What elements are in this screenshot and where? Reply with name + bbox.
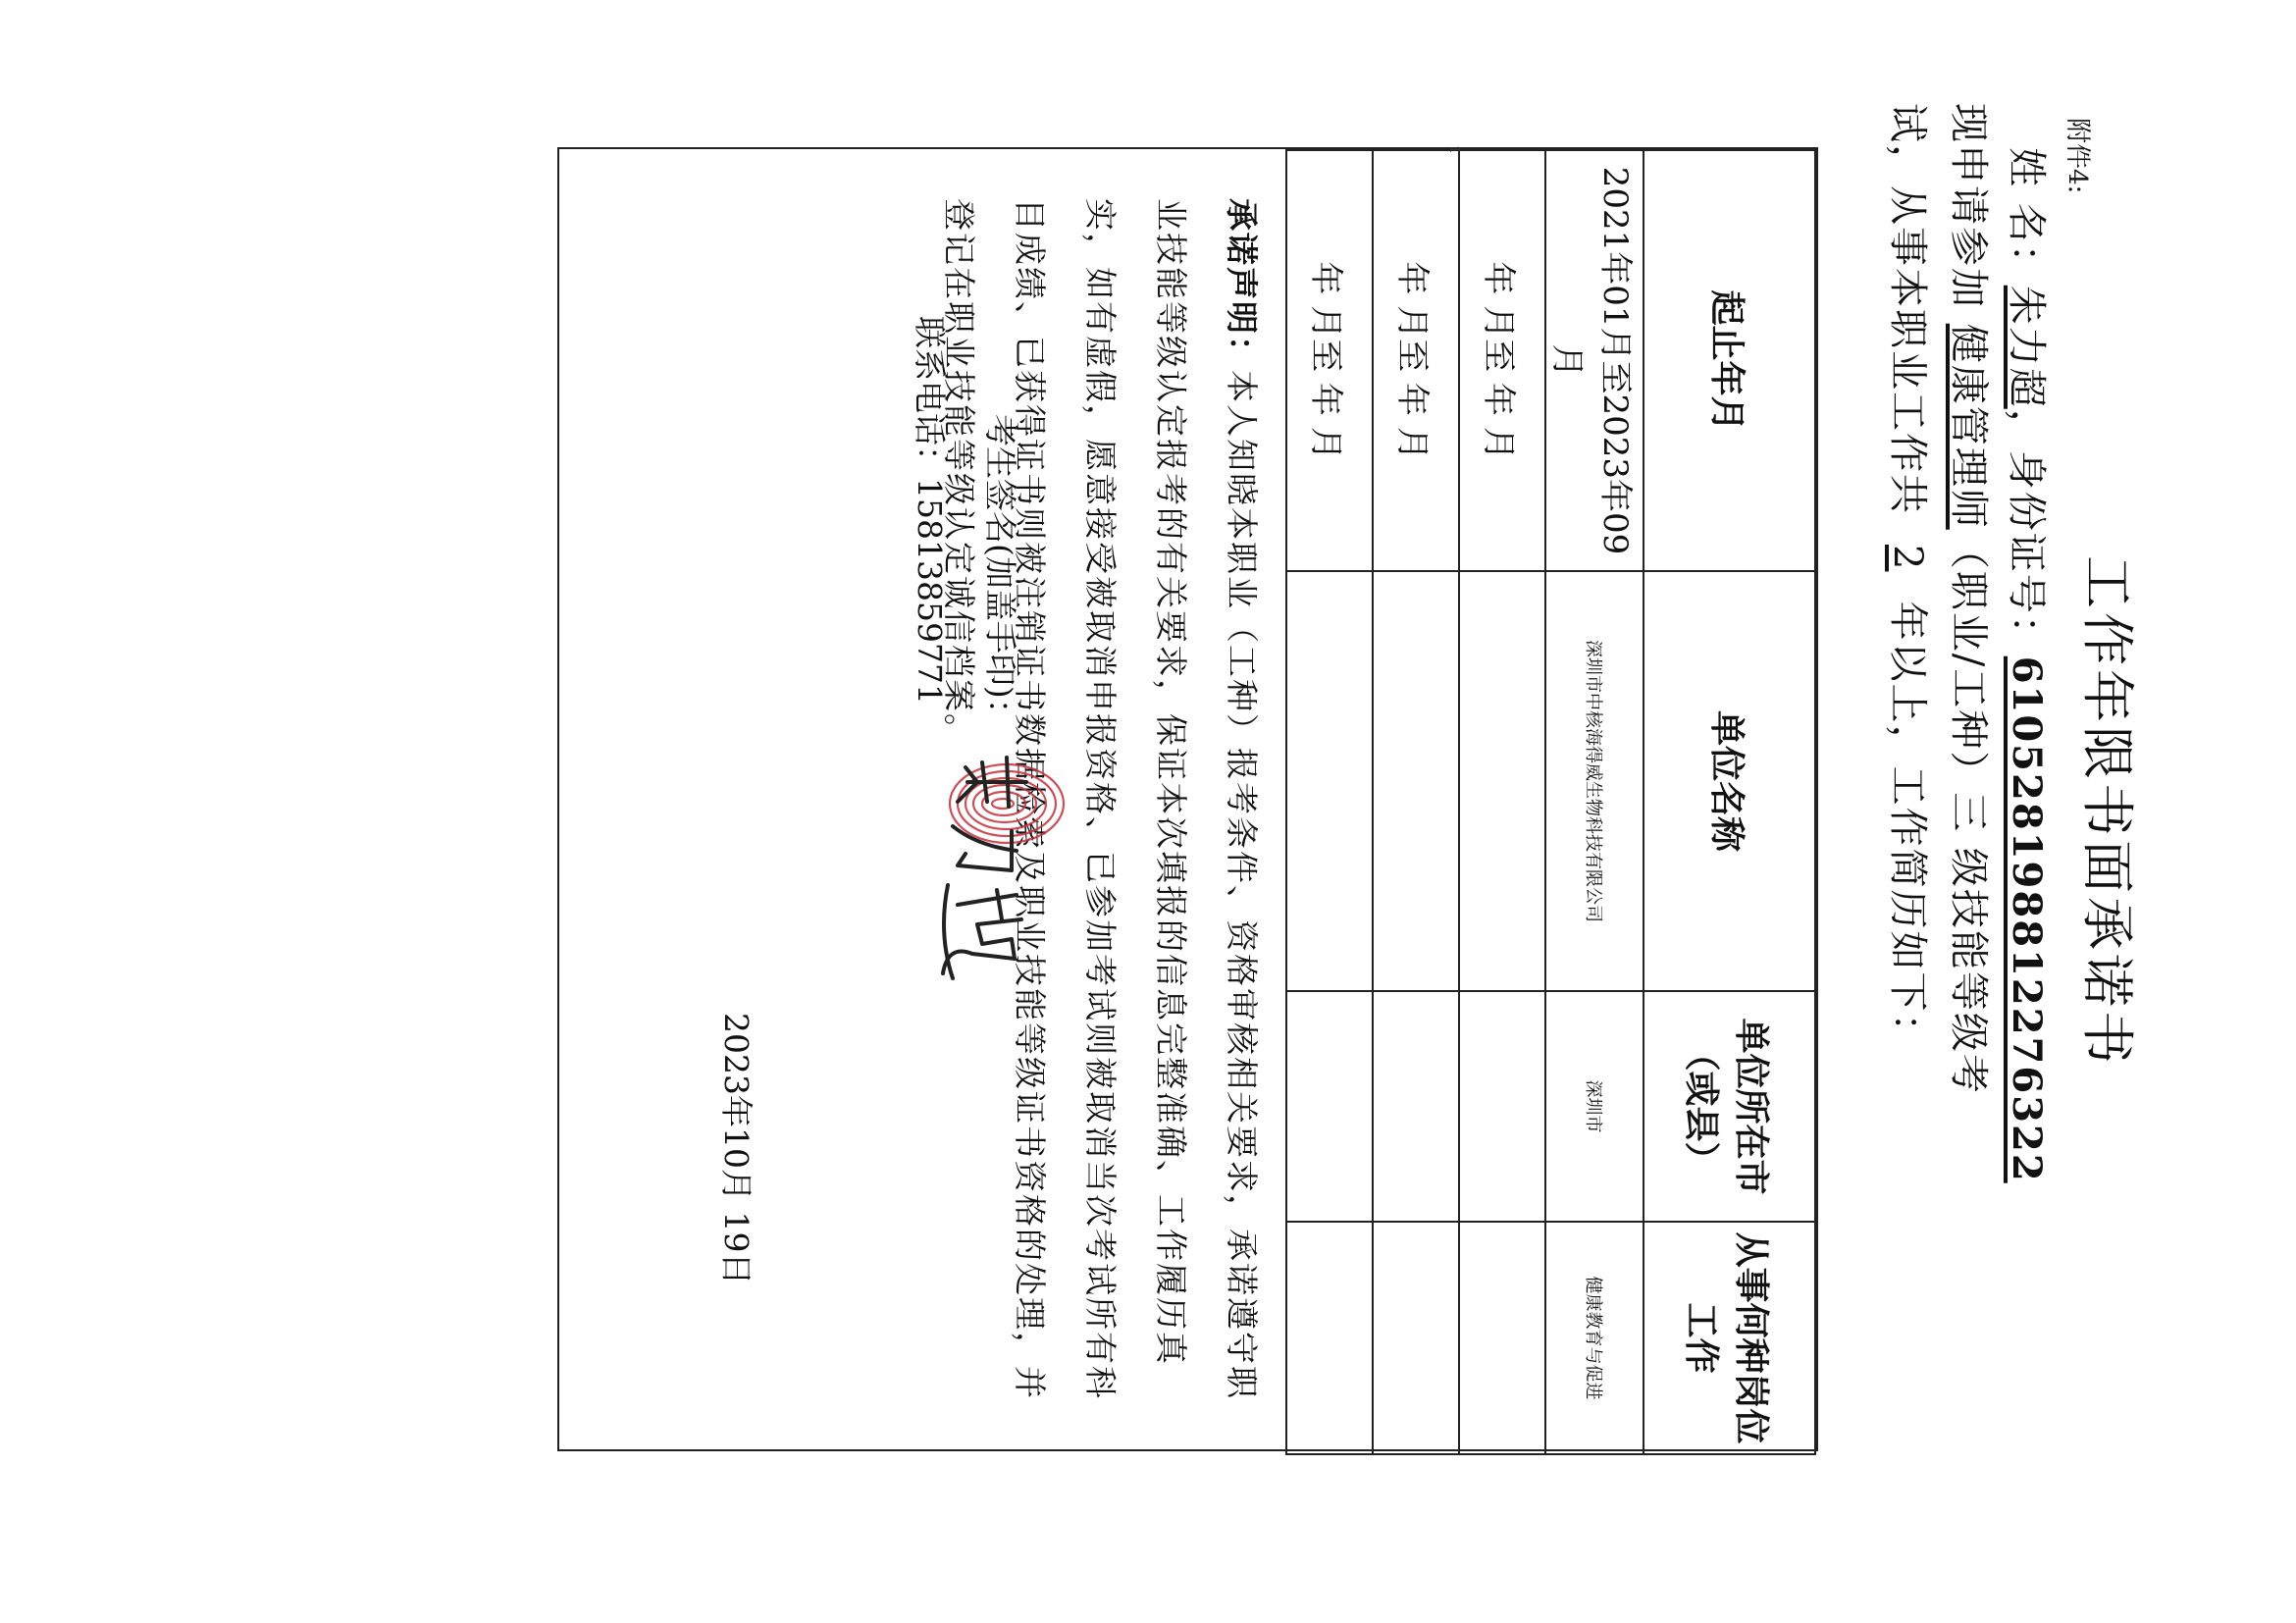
header-period: 起止年月 (1644, 150, 1815, 571)
row-city (1286, 991, 1373, 1222)
document-title: 工作年限书面承诺书 (2076, 555, 2138, 1068)
row-unit: 深圳市中核海得威生物科技有限公司 (1545, 571, 1644, 991)
id-label: ，身份证号： (2004, 408, 2049, 656)
header-post: 从事何种岗位工作 (1644, 1222, 1815, 1454)
id-value: 610528198812276322 (2004, 655, 2050, 1183)
apply-prefix: 现申请参加 (1946, 103, 1991, 309)
table-header-row (1644, 150, 1815, 1454)
years-value: 2 (1885, 545, 1930, 572)
sign-date: 2023年10月 19日 (717, 1013, 756, 1285)
name-line (2002, 147, 2058, 1183)
row-period: 2021年01月至2023年09月 (1545, 150, 1644, 571)
row-unit (1459, 571, 1545, 991)
row-city (1459, 991, 1545, 1222)
declaration-text: 本人知晓本职业（工种）报考条件、资格审核相关要求，承诺遵守职业技能等级认定报考的有关要求，保证本次填报的信息完整准确、工作履历真实，如有虚假，愿意接受被取消申报资格、已参加考试则被取消当次考试所有科目成绩、已获得证书则被注销证书数据检索及职业技能等级证书资格的处理，并登记在职业技能等级认定诚信档案。 (940, 198, 1261, 1400)
phone-label: 联系电话： (911, 316, 949, 478)
table-row (1545, 150, 1644, 1454)
table-row (1373, 150, 1459, 1454)
row-unit (1373, 571, 1459, 991)
handwritten-signature (928, 748, 1036, 983)
name-label: 姓 名： (2004, 147, 2049, 286)
row-period: 年 月至 年 月 (1373, 150, 1459, 571)
years-line (1883, 103, 1939, 1054)
margin-mark: 1 (1446, 145, 1462, 154)
occupation-value: 健康管理师 (1946, 323, 1991, 530)
row-unit (1286, 571, 1373, 991)
row-post (1459, 1222, 1545, 1454)
apply-middle: （职业/工种）三 级技能等级考 (1946, 529, 1991, 1095)
apply-line (1944, 103, 2000, 1095)
phone-value: 15813859771 (911, 478, 949, 705)
header-unit: 单位名称 (1644, 571, 1815, 991)
row-period: 年 月至 年 月 (1459, 150, 1545, 571)
declaration-lead: 承诺声明： (1223, 198, 1261, 370)
years-suffix: 年以上，工作简历如下： (1885, 601, 1930, 1055)
row-period: 年 月至 年 月 (1286, 150, 1373, 571)
work-history-table (1285, 149, 1816, 1455)
years-prefix: 试，从事本职业工作共 (1885, 103, 1930, 515)
header-city: 单位所在市（或县） (1644, 991, 1815, 1222)
row-post (1373, 1222, 1459, 1454)
table-row (1286, 150, 1373, 1454)
row-post: 健康教育与促进 (1545, 1222, 1644, 1454)
attachment-label: 附件4: (2062, 118, 2092, 194)
phone-row (909, 316, 955, 705)
table-row (1459, 150, 1545, 1454)
row-city: 深圳市 (1545, 991, 1644, 1222)
signature-label: 考生签名(加盖手印)： (981, 414, 1019, 731)
name-value: 朱力超 (2004, 285, 2049, 409)
row-post (1286, 1222, 1373, 1454)
history-form (557, 147, 1818, 1451)
row-city (1373, 991, 1459, 1222)
